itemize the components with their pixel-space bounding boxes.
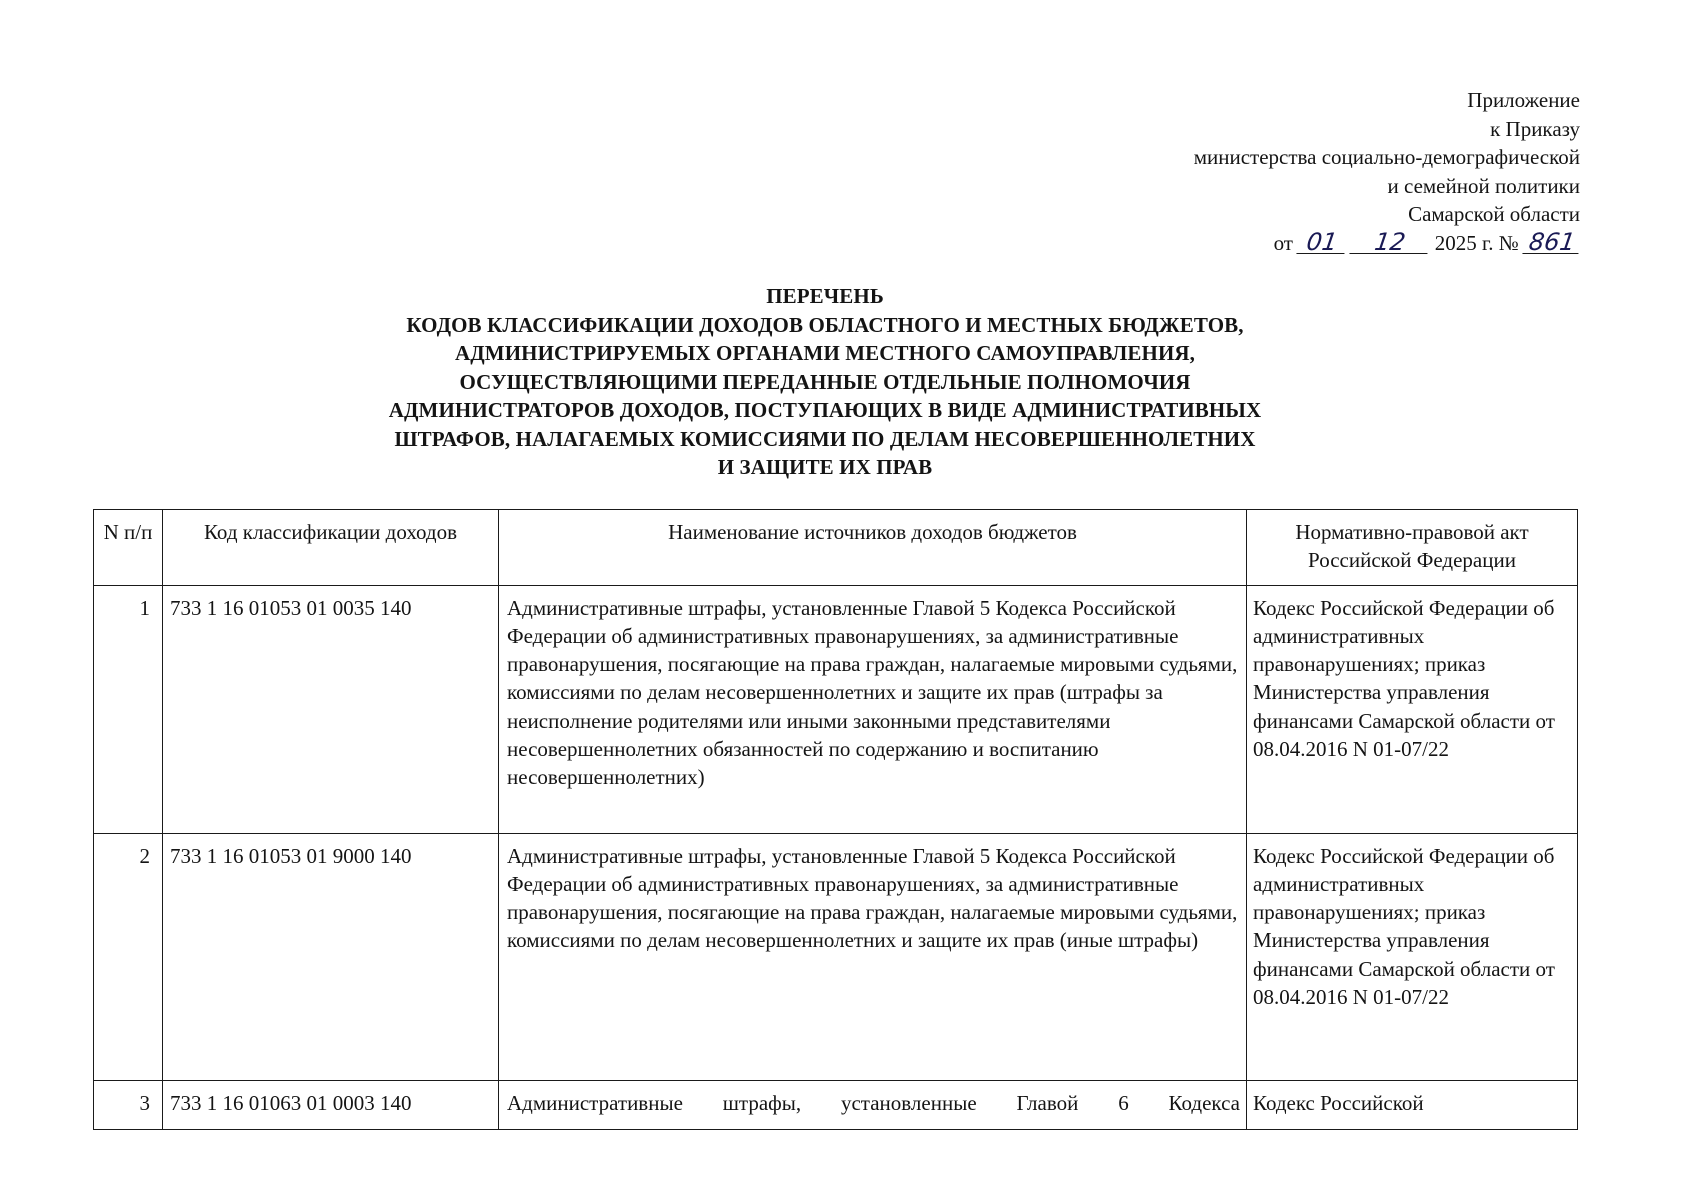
cell-name: Административные штрафы, установленные Главой 5 Кодекса Российской Федерации об административных правонарушениях, за административные правонарушения, посягающие на права граждан, налагаемые мировыми судьями, комиссиями по делам несовершеннолетних и защите их прав (иные штрафы) (499, 833, 1247, 1080)
cell-act: Кодекс Российской Федерации об административных правонарушениях; приказ Министерства управления финансами Самарской области от 08.04.2016 N 01-07/22 (1247, 833, 1578, 1080)
header-act (1247, 510, 1578, 586)
order-prefix: от (1273, 230, 1293, 255)
order-year: 2025 г. № (1434, 230, 1519, 255)
title-line: ОСУЩЕСТВЛЯЮЩИМИ ПЕРЕДАННЫЕ ОТДЕЛЬНЫЕ ПОЛНОМОЧИЯ (459, 369, 1191, 394)
order-day-handwritten: 01 (1297, 231, 1348, 254)
cell-act: Кодекс Российской (1247, 1080, 1578, 1129)
header-act-line: Нормативно-правовой акт (1295, 520, 1529, 544)
cell-code: 733 1 16 01063 01 0003 140 (163, 1080, 499, 1129)
appendix-line: к Приказу (1490, 116, 1580, 141)
title-line: КОДОВ КЛАССИФИКАЦИИ ДОХОДОВ ОБЛАСТНОГО И МЕСТНЫХ БЮДЖЕТОВ, (406, 312, 1244, 337)
header-act-line: Российской Федерации (1308, 548, 1516, 573)
title-line: ПЕРЕЧЕНЬ (766, 284, 884, 308)
order-month-handwritten: 12 (1350, 231, 1431, 254)
table-header-row (94, 510, 1578, 586)
appendix-line: и семейной политики (1387, 173, 1580, 198)
cell-code: 733 1 16 01053 01 0035 140 (163, 585, 499, 833)
table-row (94, 1080, 1578, 1129)
header-num: N п/п (94, 510, 163, 586)
title-line: И ЗАЩИТЕ ИХ ПРАВ (717, 455, 933, 479)
header-code: Код классификации доходов (163, 510, 499, 586)
cell-num: 2 (94, 833, 163, 1080)
cell-name: Административные штрафы, установленные Главой 6 Кодекса (499, 1080, 1247, 1129)
cell-act: Кодекс Российской Федерации об административных правонарушениях; приказ Министерства управления финансами Самарской области от 08.04.2016 N 01-07/22 (1247, 585, 1578, 833)
cell-num: 3 (94, 1080, 163, 1129)
title-line: АДМИНИСТРИРУЕМЫХ ОРГАНАМИ МЕСТНОГО САМОУПРАВЛЕНИЯ, (454, 341, 1195, 365)
order-number-handwritten: 861 (1522, 231, 1581, 254)
appendix-block (1020, 86, 1580, 257)
header-name: Наименование источников доходов бюджетов (499, 510, 1247, 586)
title-line: ШТРАФОВ, НАЛАГАЕМЫХ КОМИССИЯМИ ПО ДЕЛАМ НЕСОВЕРШЕННОЛЕТНИХ (394, 426, 1256, 451)
income-codes-table (93, 509, 1578, 1130)
table-row (94, 585, 1578, 833)
appendix-line: министерства социально-демографической (1193, 145, 1580, 169)
appendix-line: Приложение (1467, 88, 1580, 112)
order-reference (1020, 229, 1580, 258)
cell-name: Административные штрафы, установленные Главой 5 Кодекса Российской Федерации об административных правонарушениях, за административные правонарушения, посягающие на права граждан, налагаемые мировыми судьями, комиссиями по делам несовершеннолетних и защите их прав (штрафы за неисполнение родителями или иными законными представителями несовершеннолетних обязанностей по содержанию и воспитанию несовершеннолетних) (499, 585, 1247, 833)
title-line: АДМИНИСТРАТОРОВ ДОХОДОВ, ПОСТУПАЮЩИХ В ВИДЕ АДМИНИСТРАТИВНЫХ (388, 398, 1262, 422)
cell-code: 733 1 16 01053 01 9000 140 (163, 833, 499, 1080)
table-row (94, 833, 1578, 1080)
cell-num: 1 (94, 585, 163, 833)
document-title (230, 282, 1420, 482)
appendix-line: Самарской области (1408, 202, 1580, 226)
